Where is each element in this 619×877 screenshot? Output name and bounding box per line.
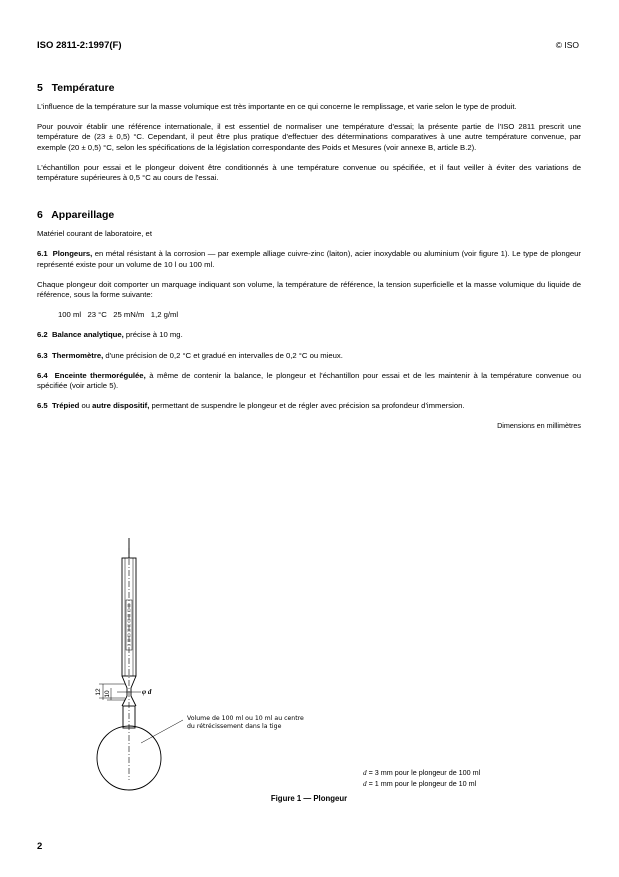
- clause-6-1: [37, 249, 581, 269]
- clause-6-1-number: 6.1: [37, 249, 48, 259]
- clause-6-3-number: 6.3: [37, 350, 48, 360]
- legend-2-text: = 1 mm pour le plongeur de 10 ml: [366, 779, 477, 788]
- clause-6-5-connector: ou: [79, 401, 93, 411]
- legend-1-var: d: [363, 769, 367, 777]
- legend-line-2: [363, 779, 476, 788]
- page-number: 2: [37, 841, 43, 852]
- section-5-paragraph-2: Pour pouvoir établir une référence internationale, il est essentiel de normaliser une température d'essai; la présente partie de l'ISO 2811 prescrit une température de (23 ± 0,5) °C. Cependant, il peut être plus pratique d'effectuer des déterminations comparatives à une autre température convenue, par exemple (20 ± 0,5) °C, selon les spécifications de la législation correspondante des Poids et Mesures (voir annexe B, article B.2).: [37, 122, 581, 152]
- clause-6-4-term: Enceinte thermorégulée,: [54, 370, 146, 380]
- section-5-number: 5: [37, 82, 43, 94]
- marking-example: 100 ml 23 °C 25 mN/m 1,2 g/ml: [58, 310, 179, 320]
- figure-caption: Figure 1 — Plongeur: [270, 794, 348, 803]
- clause-6-2-text: précise à 10 mg.: [123, 330, 183, 340]
- clause-6-2: [37, 330, 581, 340]
- clause-6-2-number: 6.2: [37, 330, 48, 340]
- clause-6-2-term: Balance analytique,: [51, 330, 124, 340]
- clause-6-1-term: Plongeurs,: [52, 249, 93, 259]
- dim-10-label: 10: [104, 690, 111, 698]
- section-5-heading: [37, 82, 581, 95]
- clause-6-5-number: 6.5: [37, 401, 48, 411]
- clause-6-5-term: Trépied: [51, 401, 80, 411]
- section-6-heading: [37, 209, 581, 222]
- legend-1-text: = 3 mm pour le plongeur de 100 ml: [366, 768, 481, 777]
- clause-6-1-text: en métal résistant à la corrosion — par exemple alliage cuivre-zinc (laiton), acier inoxydable ou aluminium (voir figure 1). Le type de plongeur représenté existe pour un volume de 10 l ou 100 ml.: [37, 249, 581, 269]
- copyright-notice: © ISO: [555, 40, 579, 50]
- legend-line-1: [363, 768, 480, 777]
- clause-6-4-number: 6.4: [37, 370, 48, 380]
- standard-reference: ISO 2811-2:1997(F): [37, 40, 122, 51]
- section-5-title: Température: [51, 82, 115, 94]
- clause-6-3: [37, 351, 581, 361]
- dim-12-label: 12: [95, 688, 102, 696]
- clause-6-1-paragraph-2: Chaque plongeur doit comporter un marquage indiquant son volume, la température de référence, la tension superficielle et la masse volumique du liquide de référence, sous la forme suivante:: [37, 279, 581, 300]
- section-6-intro: Matériel courant de laboratoire, et: [37, 229, 152, 239]
- legend-2-var: d: [363, 780, 367, 788]
- clause-6-3-term: Thermomètre,: [51, 350, 104, 360]
- section-6-number: 6: [37, 209, 43, 222]
- clause-6-5-text: permettant de suspendre le plongeur et de régler avec précision sa profondeur d'immersion.: [149, 401, 465, 411]
- clause-6-5: [37, 401, 581, 411]
- plunger-drawing: [37, 538, 581, 794]
- clause-6-4-text: à même de contenir la balance, le plongeur et l'échantillon pour essai et de les maintenir à la température convenue ou spécifiée (voir article 5).: [37, 370, 581, 391]
- annotation-line-2: du rétrécissement dans la tige: [187, 723, 282, 730]
- annotation-line-1: Volume de 100 ml ou 10 ml au centre: [187, 715, 304, 722]
- clause-6-5-term-2: autre dispositif,: [92, 401, 150, 411]
- section-5-paragraph-3: L'échantillon pour essai et le plongeur doivent être conditionnés à une température convenue ou spécifiée, et il faut veiller à éviter des variations de température supérieures à 0,5 °C au cours de l'essai.: [37, 162, 581, 183]
- clause-6-3-text: d'une précision de 0,2 °C et gradué en intervalles de 0,2 °C ou mieux.: [103, 350, 343, 360]
- main-content: [37, 82, 581, 432]
- clause-6-4: [37, 371, 581, 391]
- section-5-paragraph-1: L'influence de la température sur la masse volumique est très importante en ce qui concerne le remplissage, et varie selon le type de produit.: [37, 102, 517, 111]
- phi-d-label: φ d: [142, 688, 152, 696]
- figure-1: [37, 538, 581, 838]
- dimensions-note: Dimensions en millimètres: [497, 421, 581, 431]
- section-6-title: Appareillage: [51, 209, 115, 222]
